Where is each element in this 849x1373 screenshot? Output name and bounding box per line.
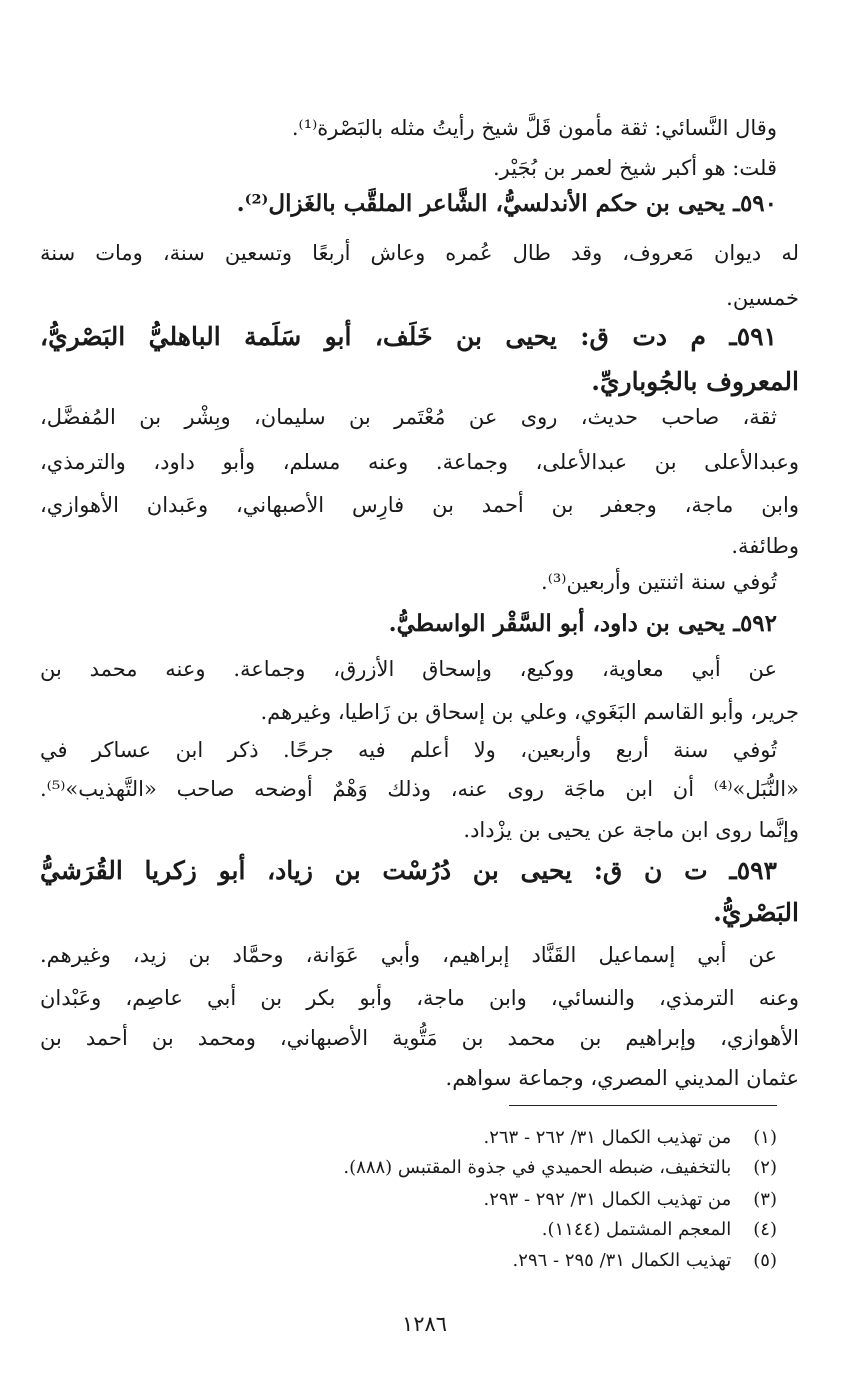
footnote-text: تهذيب الكمال ٣١/ ٢٩٥ - ٢٩٦. bbox=[512, 1250, 732, 1271]
text-line: «النُّبَل»⁽⁴⁾ أن ابن ماجَة روى عنه، وذلك وَهْمٌ أوضحه صاحب «التَّهذيب»⁽⁵⁾. bbox=[40, 777, 799, 801]
footnote-4 bbox=[100, 1217, 777, 1243]
text-line: وعبدالأعلى بن عبدالأعلى، وجماعة. وعنه مسلم، وأبو داود، والترمذي، bbox=[40, 450, 799, 474]
text-line: عثمان المديني المصري، وجماعة سواهم. bbox=[445, 1066, 799, 1090]
entry-heading-592: ٥٩٢ـ يحيى بن داود، أبو السَّقْر الواسطيُّ. bbox=[388, 610, 777, 637]
footnote-text: من تهذيب الكمال ٣١/ ٢٩٢ - ٢٩٣. bbox=[483, 1189, 732, 1210]
footnote-text: من تهذيب الكمال ٣١/ ٢٦٢ - ٢٦٣. bbox=[483, 1127, 732, 1148]
text-line: ثقة، صاحب حديث، روى عن مُعْتَمر بن سليمان، وبِشْر بن المُفضَّل، bbox=[40, 405, 777, 429]
footnote-number: (٤) bbox=[753, 1219, 777, 1240]
text-line: له ديوان مَعروف، وقد طال عُمره وعاش أربعًا وتسعين سنة، ومات سنة bbox=[40, 241, 799, 265]
text-line: عن أبي معاوية، ووكيع، وإسحاق الأزرق، وجماعة. وعنه محمد بن bbox=[40, 657, 777, 681]
text-line: وإنَّما روى ابن ماجة عن يحيى بن يزْداد. bbox=[463, 818, 799, 842]
text-line: وابن ماجة، وجعفر بن أحمد بن فارِس الأصبهاني، وعَبدان الأهوازي، bbox=[40, 493, 799, 517]
text-line: الأهوازي، وإبراهيم بن محمد بن مَتُّوية الأصبهاني، ومحمد بن أحمد بن bbox=[40, 1026, 799, 1050]
text-line: عن أبي إسماعيل القَنَّاد إبراهيم، وأبي عَوَانة، وحمَّاد بن زيد، وغيرهم. bbox=[40, 943, 777, 967]
text-line: خمسين. bbox=[726, 286, 799, 310]
footnote-3 bbox=[100, 1187, 777, 1213]
text-line: وطائفة. bbox=[731, 534, 799, 558]
footnote-1 bbox=[100, 1125, 777, 1151]
footnote-number: (١) bbox=[753, 1127, 777, 1148]
footnote-number: (٢) bbox=[753, 1157, 777, 1178]
footnote-number: (٣) bbox=[753, 1189, 777, 1210]
text-line: وقال النَّسائي: ثقة مأمون قَلَّ شيخ رأيتُ مثله بالبَصْرة⁽¹⁾. bbox=[291, 116, 777, 140]
text-line: تُوفي سنة أربع وأربعين، ولا أعلم فيه جرحًا. ذكر ابن عساكر في bbox=[40, 738, 777, 762]
entry-heading-593-cont: البَصْريُّ. bbox=[713, 898, 799, 927]
text-line: قلت: هو أكبر شيخ لعمر بن بُجَيْر. bbox=[493, 156, 777, 180]
entry-heading-591: ٥٩١ـ م دت ق: يحيى بن خَلَف، أبو سَلَمة الباهليُّ البَصْريُّ، bbox=[40, 322, 777, 351]
footnote-number: (٥) bbox=[753, 1250, 777, 1271]
footnote-text: المعجم المشتمل (١١٤٤). bbox=[541, 1219, 732, 1240]
entry-heading-593: ٥٩٣ـ ت ن ق: يحيى بن دُرُسْت بن زياد، أبو زكريا القُرَشيُّ bbox=[40, 856, 777, 885]
page-number: ١٢٨٦ bbox=[401, 1312, 448, 1336]
entry-heading-590: ٥٩٠ـ يحيى بن حكم الأندلسيُّ، الشَّاعر الملقَّب بالغَزال⁽²⁾. bbox=[236, 190, 777, 217]
footnote-text: بالتخفيف، ضبطه الحميدي في جذوة المقتبس (٨٨٨). bbox=[343, 1157, 732, 1178]
footnote-divider bbox=[509, 1105, 777, 1106]
entry-heading-591-cont: المعروف بالجُوباريِّ. bbox=[591, 367, 799, 396]
text-line: جرير، وأبو القاسم البَغَوي، وعلي بن إسحاق بن زَاطيا، وغيرهم. bbox=[260, 700, 799, 724]
footnote-2 bbox=[100, 1155, 777, 1181]
text-line: وعنه الترمذي، والنسائي، وابن ماجة، وأبو بكر بن أبي عاصِم، وعَبْدان bbox=[40, 986, 799, 1010]
footnote-5 bbox=[100, 1248, 777, 1274]
text-line: تُوفي سنة اثنتين وأربعين⁽³⁾. bbox=[541, 570, 777, 594]
